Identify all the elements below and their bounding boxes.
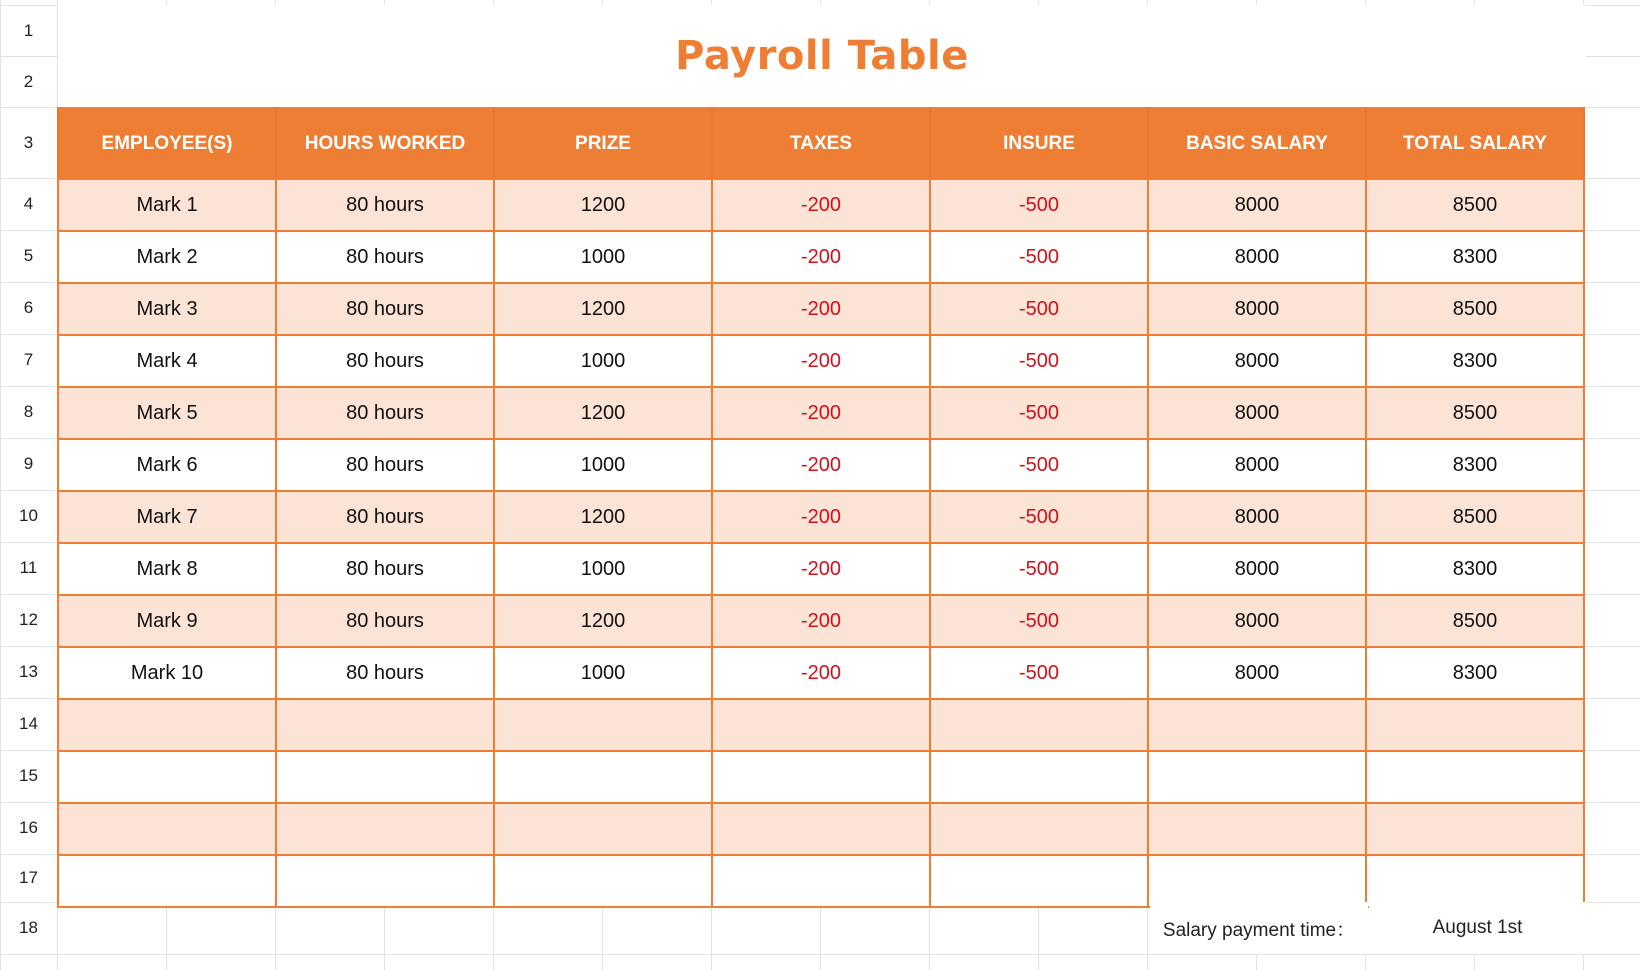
table-cell[interactable]: 8300 xyxy=(1366,543,1584,595)
table-cell[interactable]: -500 xyxy=(930,283,1148,335)
table-row xyxy=(58,231,1584,283)
table-cell[interactable]: -500 xyxy=(930,179,1148,231)
table-cell[interactable]: -200 xyxy=(712,179,930,231)
table-cell[interactable]: 80 hours xyxy=(276,647,494,699)
table-cell[interactable]: Mark 7 xyxy=(58,491,276,543)
row-number[interactable]: 5 xyxy=(23,246,34,265)
table-row xyxy=(58,543,1584,595)
table-cell[interactable]: 1000 xyxy=(494,647,712,699)
table-cell[interactable] xyxy=(1148,699,1366,751)
table-cell[interactable]: 8300 xyxy=(1366,231,1584,283)
table-cell[interactable] xyxy=(494,803,712,855)
table-cell[interactable]: 8000 xyxy=(1148,231,1366,283)
table-row xyxy=(58,803,1584,855)
table-row xyxy=(58,283,1584,335)
table-cell[interactable]: 1000 xyxy=(494,231,712,283)
table-cell[interactable]: Mark 3 xyxy=(58,283,276,335)
table-cell[interactable]: 8000 xyxy=(1148,179,1366,231)
table-cell[interactable]: -200 xyxy=(712,595,930,647)
table-cell[interactable] xyxy=(1148,803,1366,855)
row-number[interactable]: 16 xyxy=(19,818,38,837)
table-cell[interactable] xyxy=(1366,855,1584,907)
table-cell[interactable]: 8300 xyxy=(1366,439,1584,491)
table-cell[interactable]: Mark 4 xyxy=(58,335,276,387)
table-cell[interactable]: -500 xyxy=(930,491,1148,543)
table-cell[interactable]: 80 hours xyxy=(276,439,494,491)
row-number[interactable]: 4 xyxy=(23,194,34,213)
table-cell[interactable] xyxy=(58,699,276,751)
table-cell[interactable]: -200 xyxy=(712,387,930,439)
table-cell[interactable]: -200 xyxy=(712,283,930,335)
table-cell[interactable]: 1200 xyxy=(494,283,712,335)
table-cell[interactable]: -200 xyxy=(712,439,930,491)
row-number[interactable]: 18 xyxy=(19,918,38,937)
table-cell[interactable] xyxy=(712,751,930,803)
row-number[interactable]: 13 xyxy=(19,662,38,681)
table-cell[interactable] xyxy=(930,751,1148,803)
table-cell[interactable]: -500 xyxy=(930,335,1148,387)
table-cell[interactable] xyxy=(494,855,712,907)
column-header[interactable]: EMPLOYEE(S) xyxy=(58,108,276,179)
table-cell[interactable]: 8000 xyxy=(1148,439,1366,491)
table-cell[interactable]: Mark 6 xyxy=(58,439,276,491)
table-cell[interactable]: 8000 xyxy=(1148,595,1366,647)
table-cell[interactable]: 1200 xyxy=(494,179,712,231)
table-cell[interactable]: -200 xyxy=(712,335,930,387)
table-cell[interactable] xyxy=(276,751,494,803)
row-number[interactable]: 2 xyxy=(23,71,34,91)
table-cell[interactable]: -200 xyxy=(712,543,930,595)
table-row xyxy=(58,751,1584,803)
table-cell[interactable]: 80 hours xyxy=(276,491,494,543)
table-cell[interactable]: Mark 5 xyxy=(58,387,276,439)
table-cell[interactable]: -200 xyxy=(712,647,930,699)
table-cell[interactable]: 1200 xyxy=(494,595,712,647)
table-row xyxy=(58,699,1584,751)
column-header[interactable]: BASIC SALARY xyxy=(1148,108,1366,179)
table-cell[interactable]: 80 hours xyxy=(276,595,494,647)
table-cell[interactable]: 1000 xyxy=(494,439,712,491)
table-cell[interactable]: -500 xyxy=(930,595,1148,647)
table-cell[interactable]: 8500 xyxy=(1366,491,1584,543)
table-cell[interactable]: 8300 xyxy=(1366,647,1584,699)
table-cell[interactable] xyxy=(58,803,276,855)
table-cell[interactable] xyxy=(276,803,494,855)
table-cell[interactable]: -200 xyxy=(712,491,930,543)
grid-line xyxy=(0,954,1640,955)
column-header[interactable]: TAXES xyxy=(712,108,930,179)
merged-title-cell[interactable] xyxy=(58,5,1586,107)
table-cell[interactable]: 8000 xyxy=(1148,543,1366,595)
row-number[interactable]: 10 xyxy=(19,506,38,525)
column-header[interactable]: PRIZE xyxy=(494,108,712,179)
column-header[interactable]: INSURE xyxy=(930,108,1148,179)
table-cell[interactable] xyxy=(276,855,494,907)
table-cell[interactable] xyxy=(58,855,276,907)
table-row xyxy=(58,855,1584,907)
table-cell[interactable] xyxy=(276,699,494,751)
table-cell[interactable] xyxy=(58,751,276,803)
table-cell[interactable]: 8500 xyxy=(1366,387,1584,439)
row-number[interactable]: 17 xyxy=(19,868,38,887)
page-title: Payroll Table xyxy=(675,33,969,79)
table-row xyxy=(58,387,1584,439)
row-number[interactable]: 7 xyxy=(23,350,34,369)
row-number[interactable]: 1 xyxy=(23,20,34,40)
table-cell[interactable]: Mark 10 xyxy=(58,647,276,699)
table-cell[interactable] xyxy=(712,699,930,751)
table-cell[interactable] xyxy=(1148,855,1366,907)
table-cell[interactable]: 80 hours xyxy=(276,283,494,335)
table-cell[interactable]: 8500 xyxy=(1366,179,1584,231)
payment-time-value[interactable]: August 1st xyxy=(1369,902,1586,954)
table-row xyxy=(58,647,1584,699)
row-number[interactable]: 11 xyxy=(19,558,38,577)
table-cell[interactable]: 8000 xyxy=(1148,647,1366,699)
table-cell[interactable]: 1200 xyxy=(494,491,712,543)
table-cell[interactable] xyxy=(930,855,1148,907)
table-cell[interactable]: 1000 xyxy=(494,335,712,387)
payroll-table xyxy=(57,107,1585,908)
column-header[interactable]: TOTAL SALARY xyxy=(1366,108,1584,179)
row-number[interactable]: 3 xyxy=(23,132,34,152)
table-cell[interactable]: Mark 2 xyxy=(58,231,276,283)
table-row xyxy=(58,179,1584,231)
table-cell[interactable] xyxy=(1148,751,1366,803)
table-cell[interactable] xyxy=(1366,751,1584,803)
table-row xyxy=(58,335,1584,387)
table-cell[interactable]: 8500 xyxy=(1366,595,1584,647)
row-number[interactable]: 8 xyxy=(23,402,34,421)
table-cell[interactable]: 8300 xyxy=(1366,335,1584,387)
table-cell[interactable]: -500 xyxy=(930,543,1148,595)
table-cell[interactable]: 8000 xyxy=(1148,283,1366,335)
table-cell[interactable] xyxy=(494,751,712,803)
row-number[interactable]: 6 xyxy=(23,298,34,317)
table-cell[interactable] xyxy=(930,699,1148,751)
column-header[interactable]: HOURS WORKED xyxy=(276,108,494,179)
table-cell[interactable]: Mark 1 xyxy=(58,179,276,231)
row-number[interactable]: 9 xyxy=(23,454,34,473)
table-cell[interactable]: 8000 xyxy=(1148,387,1366,439)
table-cell[interactable] xyxy=(712,855,930,907)
row-number[interactable]: 14 xyxy=(19,714,38,733)
table-cell[interactable]: -500 xyxy=(930,647,1148,699)
table-cell[interactable]: -500 xyxy=(930,387,1148,439)
table-cell[interactable]: -200 xyxy=(712,231,930,283)
table-row xyxy=(58,595,1584,647)
table-row xyxy=(58,491,1584,543)
table-cell[interactable]: 1200 xyxy=(494,387,712,439)
table-cell[interactable]: Mark 9 xyxy=(58,595,276,647)
table-cell[interactable]: -500 xyxy=(930,231,1148,283)
row-number[interactable]: 12 xyxy=(19,610,38,629)
table-cell[interactable]: 8000 xyxy=(1148,335,1366,387)
table-cell[interactable]: 80 hours xyxy=(276,179,494,231)
table-row xyxy=(58,439,1584,491)
table-cell[interactable]: Mark 8 xyxy=(58,543,276,595)
table-cell[interactable] xyxy=(1366,803,1584,855)
table-cell[interactable] xyxy=(930,803,1148,855)
payment-time-label[interactable]: Salary payment time： xyxy=(1150,902,1368,954)
table-cell[interactable] xyxy=(494,699,712,751)
row-number[interactable]: 15 xyxy=(19,766,38,785)
table-cell[interactable]: -500 xyxy=(930,439,1148,491)
table-cell[interactable]: 8500 xyxy=(1366,283,1584,335)
table-header-row xyxy=(58,108,1584,179)
table-cell[interactable] xyxy=(1366,699,1584,751)
table-cell[interactable]: 80 hours xyxy=(276,335,494,387)
table-cell[interactable] xyxy=(712,803,930,855)
table-cell[interactable]: 1000 xyxy=(494,543,712,595)
table-cell[interactable]: 80 hours xyxy=(276,231,494,283)
table-cell[interactable]: 8000 xyxy=(1148,491,1366,543)
table-cell[interactable]: 80 hours xyxy=(276,543,494,595)
table-cell[interactable]: 80 hours xyxy=(276,387,494,439)
